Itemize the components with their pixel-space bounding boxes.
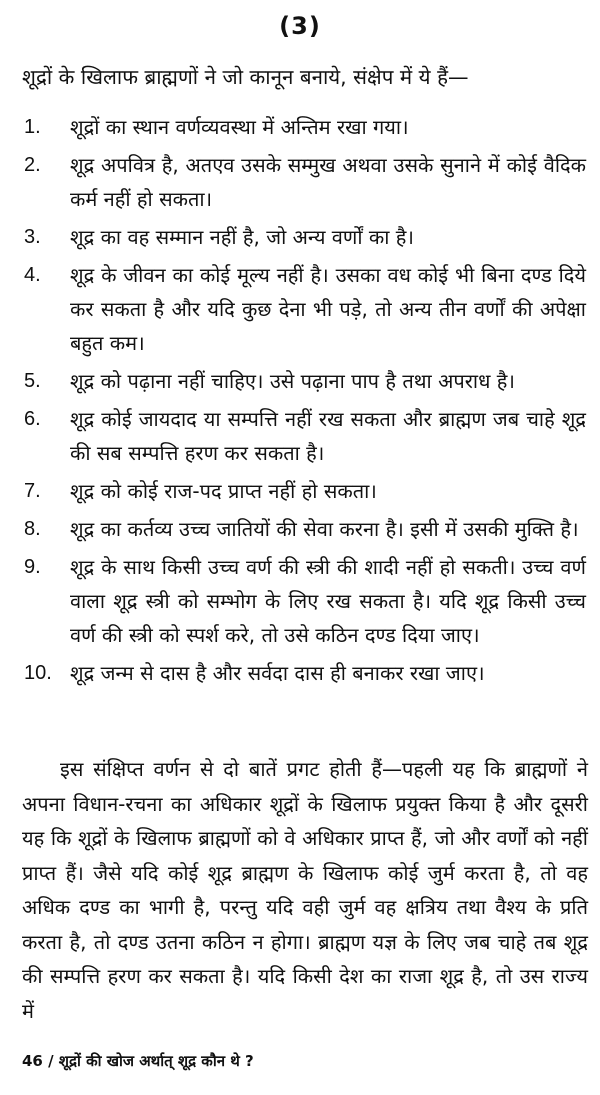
rule-item bbox=[0, 220, 600, 254]
rule-text: शूद्र अपवित्र है, अतएव उसके सम्मुख अथवा उसके सुनाने में कोई वैदिक कर्म नहीं हो सकता। bbox=[70, 153, 586, 211]
rule-text: शूद्र जन्म से दास है और सर्वदा दास ही बनाकर रखा जाए। bbox=[70, 661, 485, 685]
intro-line: शूद्रों के खिलाफ ब्राह्मणों ने जो कानून बनाये, संक्षेप में ये हैं— bbox=[22, 65, 469, 89]
rule-item bbox=[0, 110, 600, 144]
body-paragraph: इस संक्षिप्त वर्णन से दो बातें प्रगट होती हैं—पहली यह कि ब्राह्मणों ने अपना विधान-रचना का अधिकार शूद्रों के खिलाफ प्रयुक्त किया है और दूसरी यह कि शूद्रों के खिलाफ ब्राह्मणों को वे अधिकार प्राप्त हैं, जो और वर्णों को नहीं प्राप्त हैं। जैसे यदि कोई शूद्र ब्राह्मण के खिलाफ कोई जुर्म करता है, तो वह अधिक दण्ड का भागी है, परन्तु यदि वही जुर्म वह क्षत्रिय तथा वैश्य के प्रति करता है, तो दण्ड उतना कठिन न होगा। ब्राह्मण यज्ञ के लिए जब चाहे तब शूद्र की सम्पत्ति हरण कर सकता है। यदि किसी देश का राजा शूद्र है, तो उस राज्य में bbox=[22, 757, 588, 1023]
rule-number: 8. bbox=[24, 518, 41, 540]
rule-number: 2. bbox=[24, 154, 41, 176]
rule-text: शूद्र के जीवन का कोई मूल्य नहीं है। उसका वध कोई भी बिना दण्ड दिये कर सकता है और यदि कुछ देना भी पड़े, तो अन्य तीन वर्णों की अपेक्षा बहुत कम। bbox=[70, 263, 586, 355]
rule-item bbox=[0, 474, 600, 508]
rule-item bbox=[0, 364, 600, 398]
rule-item bbox=[0, 258, 600, 360]
rule-text: शूद्र का कर्तव्य उच्च जातियों की सेवा करना है। इसी में उसकी मुक्ति है। bbox=[70, 517, 579, 541]
rules-list bbox=[0, 110, 600, 694]
rule-number: 4. bbox=[24, 264, 41, 286]
rule-item bbox=[0, 402, 600, 470]
page-footer: 46 / शूद्रों की खोज अर्थात् शूद्र कौन थे ? bbox=[22, 1052, 254, 1070]
rule-number: 5. bbox=[24, 370, 41, 392]
rule-text: शूद्र का वह सम्मान नहीं है, जो अन्य वर्णों का है। bbox=[70, 225, 414, 249]
rule-number: 1. bbox=[24, 116, 41, 138]
rule-item bbox=[0, 550, 600, 652]
rule-text: शूद्र को पढ़ाना नहीं चाहिए। उसे पढ़ाना पाप है तथा अपराध है। bbox=[70, 369, 515, 393]
rule-number: 6. bbox=[24, 408, 41, 430]
rule-text: शूद्र को कोई राज-पद प्राप्त नहीं हो सकता। bbox=[70, 479, 377, 503]
rule-number: 9. bbox=[24, 556, 41, 578]
rule-text: शूद्रों का स्थान वर्णव्यवस्था में अन्तिम रखा गया। bbox=[70, 115, 409, 139]
rule-number: 10. bbox=[24, 662, 52, 684]
rule-text: शूद्र कोई जायदाद या सम्पत्ति नहीं रख सकता और ब्राह्मण जब चाहे शूद्र की सब सम्पत्ति हरण कर सकता है। bbox=[70, 407, 586, 465]
rule-number: 3. bbox=[24, 226, 41, 248]
rule-text: शूद्र के साथ किसी उच्च वर्ण की स्त्री की शादी नहीं हो सकती। उच्च वर्ण वाला शूद्र स्त्री को सम्भोग के लिए रख सकता है। यदि शूद्र किसी उच्च वर्ण की स्त्री को स्पर्श करे, तो उसे कठिन दण्ड दिया जाए। bbox=[70, 555, 586, 647]
rule-item bbox=[0, 512, 600, 546]
rule-number: 7. bbox=[24, 480, 41, 502]
page-number: (3) bbox=[279, 12, 321, 40]
rule-item bbox=[0, 148, 600, 216]
rule-item bbox=[0, 656, 600, 690]
